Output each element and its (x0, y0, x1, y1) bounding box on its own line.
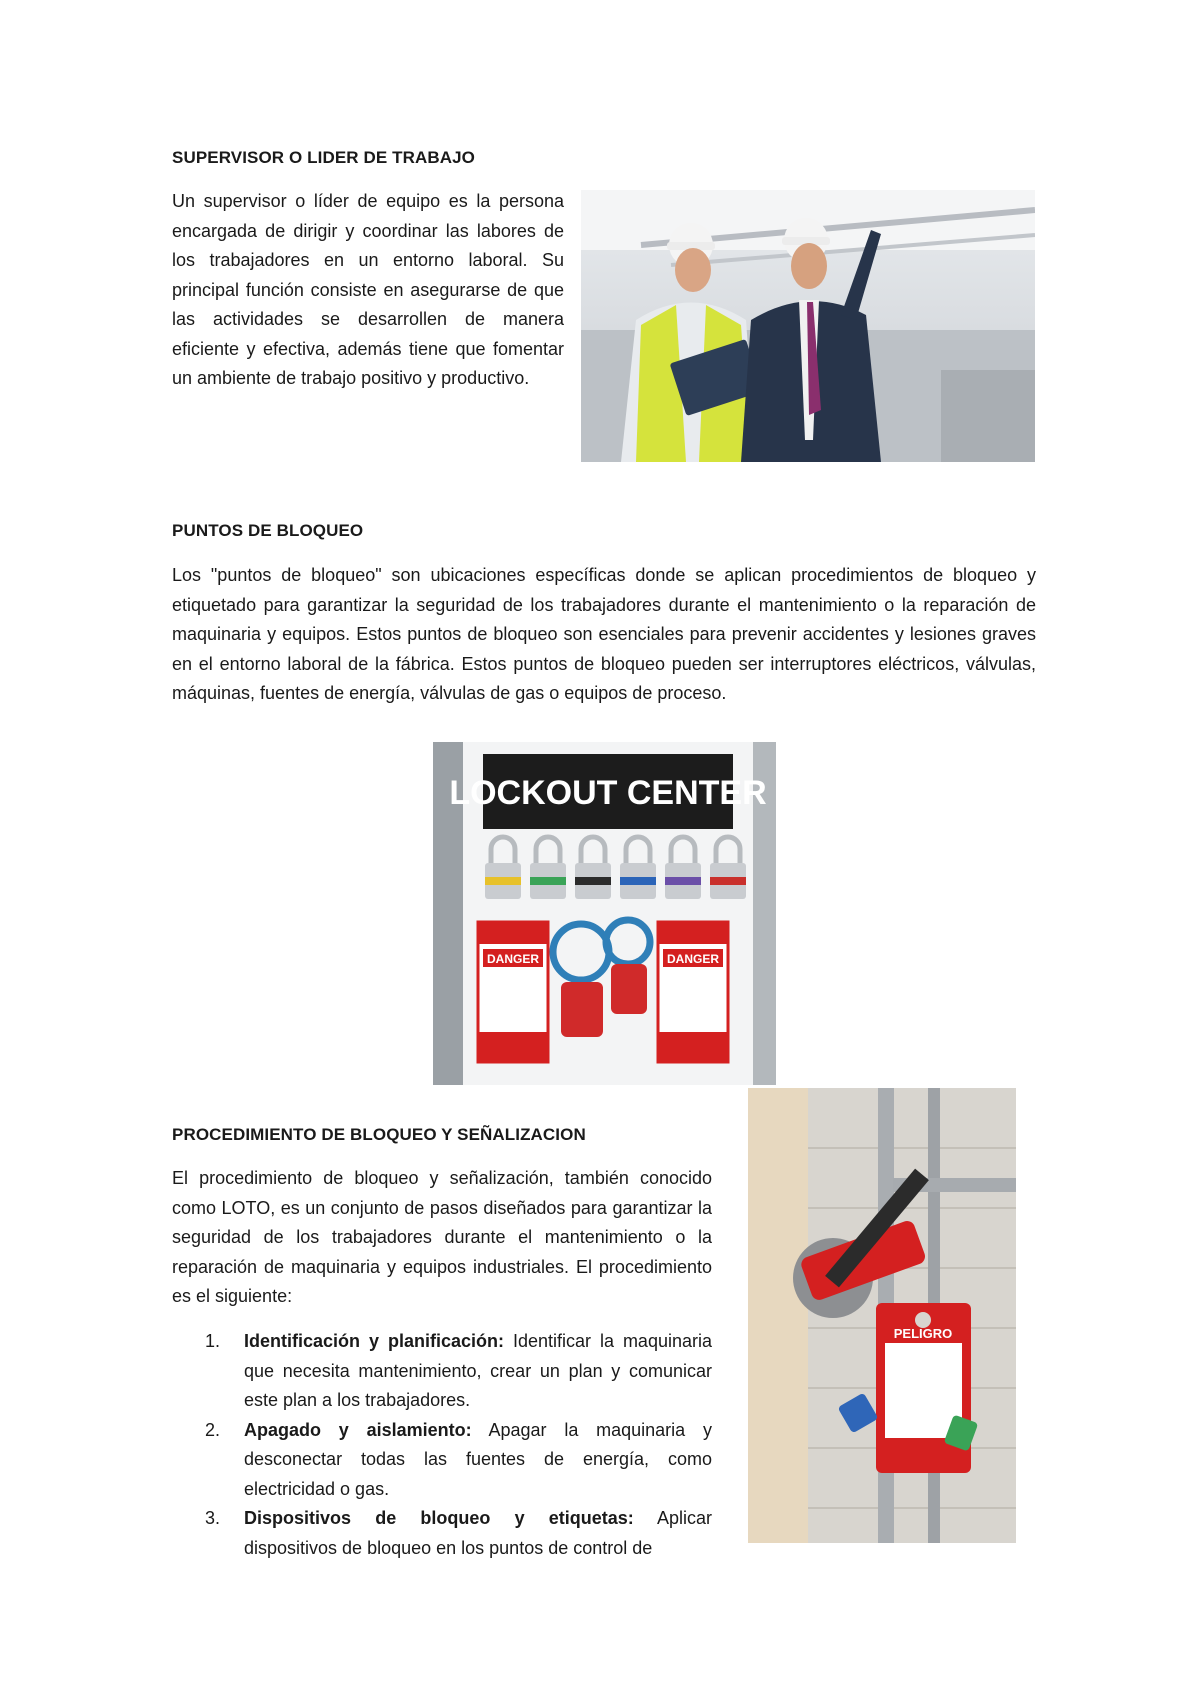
svg-text:DANGER: DANGER (666, 952, 720, 966)
danger-tag-left (478, 922, 548, 1062)
procedure-steps (172, 1327, 712, 1563)
list-item: 1. Identificación y planificación: Identificar la maquinaria que necesita mantenimiento, crear un plan y comunicar este plan a los trabajadores. (205, 1331, 712, 1410)
lockout-center-sign: LOCKOUT CENTER (449, 774, 767, 812)
procedimiento-paragraph: El procedimiento de bloqueo y señalización, también conocido como LOTO, es un conjunto de pasos diseñados para garantizar la seguridad de los trabajadores durante el mantenimiento o la reparación de maquinaria y equipos industriales. El procedimiento es el siguiente: (172, 1168, 712, 1306)
supervisor-photo (581, 190, 1035, 462)
valve-lockout-photo (748, 1088, 1016, 1543)
danger-tag-right (658, 922, 728, 1062)
svg-text:PELIGRO: PELIGRO (893, 1326, 953, 1341)
peligro-tag (876, 1303, 971, 1473)
supervisor-paragraph: Un supervisor o líder de equipo es la persona encargada de dirigir y coordinar las labores de los trabajadores en un entorno laboral. Su principal función consiste en asegurarse de que las actividades se desarrollen de manera eficiente y efectiva, además tiene que fomentar un ambiente de trabajo positivo y productivo. (172, 191, 564, 388)
section-heading-puntos: PUNTOS DE BLOQUEO (172, 521, 364, 540)
lockout-center-photo (433, 742, 776, 1085)
list-item: 2. Apagado y aislamiento: Apagar la maquinaria y desconectar todas las fuentes de energía, como electricidad o gas. (205, 1419, 712, 1499)
puntos-paragraph: Los "puntos de bloqueo" son ubicaciones específicas donde se aplican procedimientos de bloqueo y etiquetado para garantizar la seguridad de los trabajadores durante el mantenimiento o la reparación de maquinaria y equipos. Estos puntos de bloqueo son esenciales para prevenir accidentes y lesiones graves en el entorno laboral de la fábrica. Estos puntos de bloqueo pueden ser interruptores eléctricos, válvulas, máquinas, fuentes de energía, válvulas de gas o equipos de proceso. (172, 565, 1036, 703)
section-heading-procedimiento: PROCEDIMIENTO DE BLOQUEO Y SEÑALIZACION (172, 1125, 586, 1144)
svg-text:DANGER: DANGER (486, 952, 540, 966)
list-item: 3. Dispositivos de bloqueo y etiquetas: Aplicar dispositivos de bloqueo en los puntos de control de (205, 1508, 712, 1558)
section-heading-supervisor: SUPERVISOR O LIDER DE TRABAJO (172, 148, 475, 167)
